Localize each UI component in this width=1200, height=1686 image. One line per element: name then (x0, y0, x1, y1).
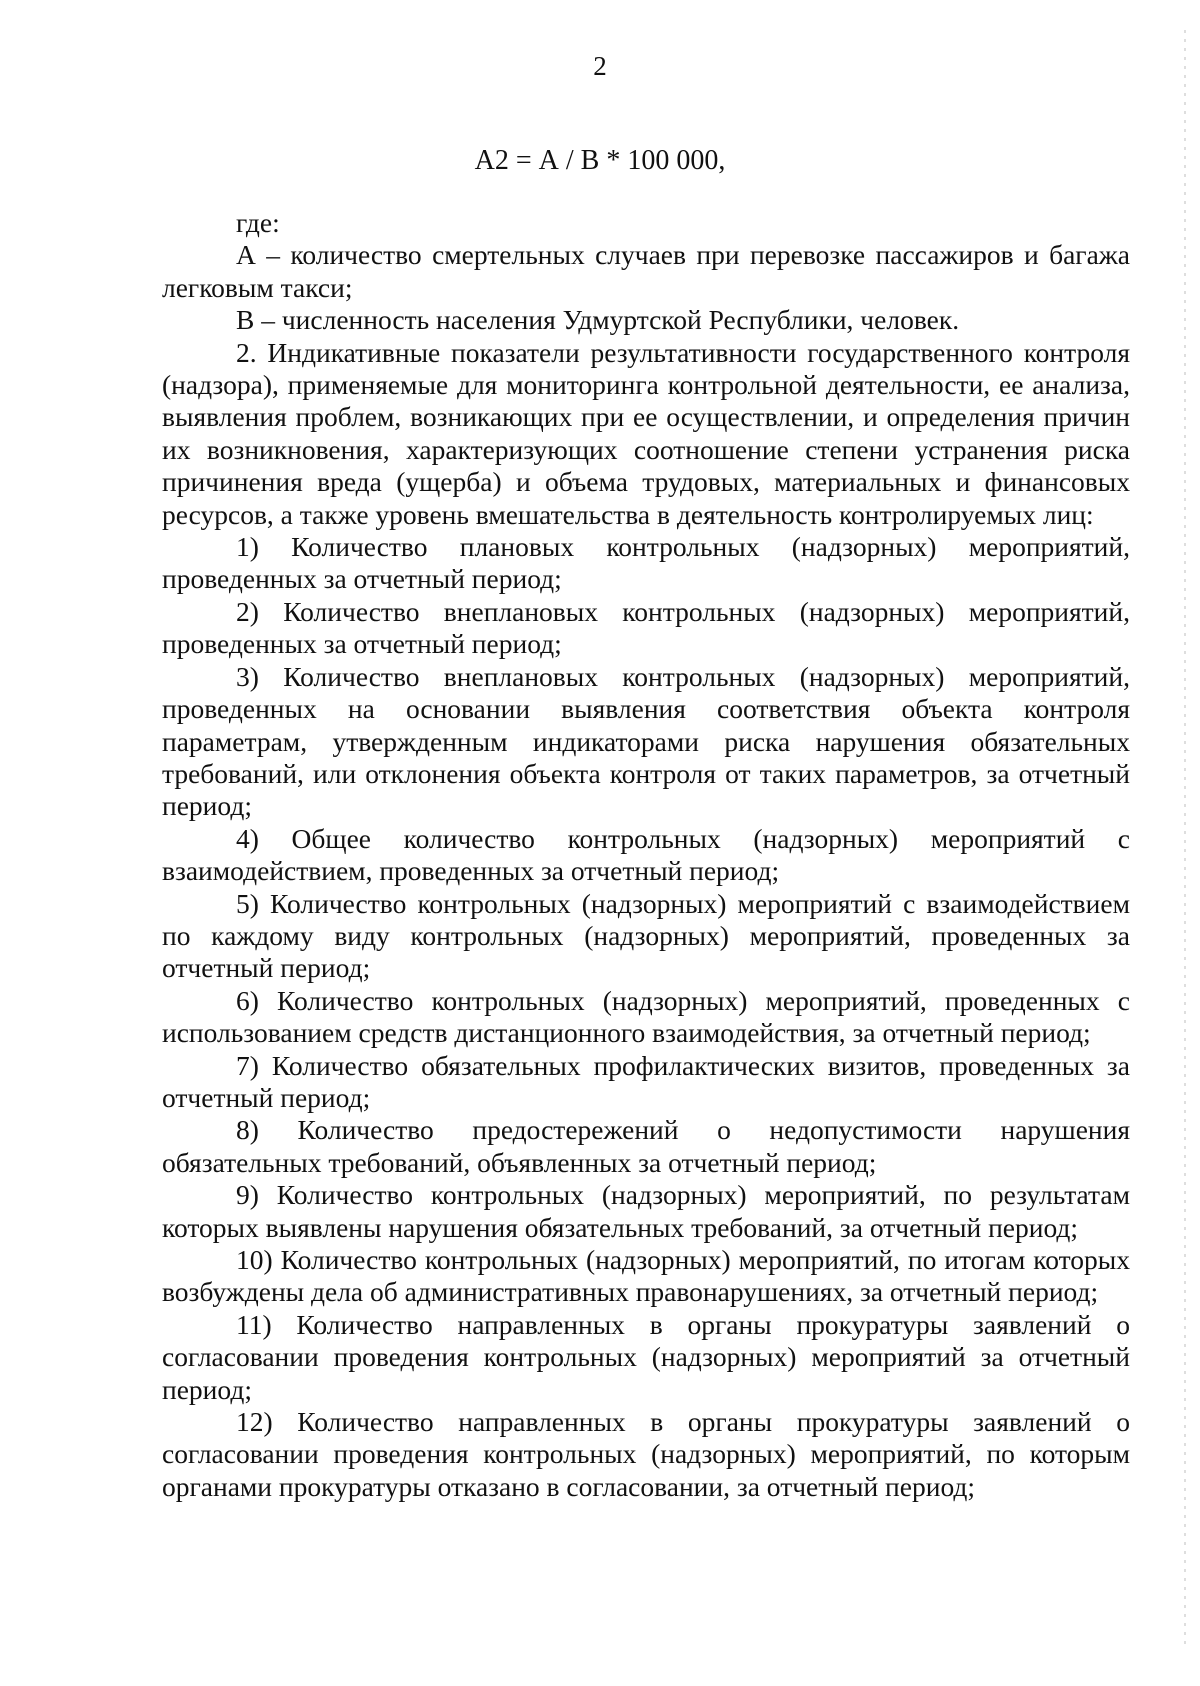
document-body (162, 207, 1130, 1503)
list-item-4: 4) Общее количество контрольных (надзорных) мероприятий с взаимодействием, проведенных за отчетный период; (162, 822, 1130, 887)
list-item-3: 3) Количество внеплановых контрольных (надзорных) мероприятий, проведенных на основании выявления соответствия объекта контроля параметрам, утвержденным индикаторами риска нарушения обязательных требований, или отклонения объекта контроля от таких параметров, за отчетный период; (162, 660, 1130, 822)
list-item-7: 7) Количество обязательных профилактических визитов, проведенных за отчетный период; (162, 1049, 1130, 1113)
list-item-8: 8) Количество предостережений о недопустимости нарушения обязательных требований, объявленных за отчетный период; (162, 1114, 1130, 1178)
list-item-9: 9) Количество контрольных (надзорных) мероприятий, по результатам которых выявлены нарушения обязательных требований, за отчетный период; (162, 1179, 1130, 1243)
list-item-2: 2) Количество внеплановых контрольных (надзорных) мероприятий, проведенных за отчетный период; (162, 595, 1130, 660)
list-item-10: 10) Количество контрольных (надзорных) мероприятий, по итогам которых возбуждены дела об административных правонарушениях, за отчетный период; (162, 1244, 1130, 1308)
list-item-5: 5) Количество контрольных (надзорных) мероприятий с взаимодействием по каждому виду контрольных (надзорных) мероприятий, проведенных за отчетный период; (162, 887, 1130, 984)
scan-edge-artifact (1184, 30, 1186, 1650)
paragraph-definition-b: В – численность населения Удмуртской Республики, человек. (236, 304, 960, 336)
list-item-12: 12) Количество направленных в органы прокуратуры заявлений о согласовании проведения контрольных (надзорных) мероприятий, по которым органами прокуратуры отказано в согласовании, за отчетный период; (162, 1406, 1130, 1502)
paragraph-section-2: 2. Индикативные показатели результативности государственного контроля (надзора), применяемые для мониторинга контрольной деятельности, ее анализа, выявления проблем, возникающих при ее осуществлении, и определения причин их возникновения, характеризующих соотношение степени устранения риска причинения вреда (ущерба) и объема трудовых, материальных и финансовых ресурсов, а также уровень вмешательства в деятельность контролируемых лиц: (162, 336, 1130, 530)
list-item-11: 11) Количество направленных в органы прокуратуры заявлений о согласовании проведения контрольных (надзорных) мероприятий за отчетный период; (162, 1308, 1130, 1405)
paragraph-where: где: (236, 207, 280, 238)
formula: А2 = А / В * 100 000, (474, 145, 726, 176)
list-item-6: 6) Количество контрольных (надзорных) мероприятий, проведенных с использованием средств дистанционного взаимодействия, за отчетный период; (162, 984, 1130, 1049)
page-number: 2 (593, 51, 607, 81)
list-item-1: 1) Количество плановых контрольных (надзорных) мероприятий, проведенных за отчетный период; (162, 531, 1130, 595)
paragraph-definition-a: А – количество смертельных случаев при перевозке пассажиров и багажа легковым такси; (162, 239, 1130, 303)
